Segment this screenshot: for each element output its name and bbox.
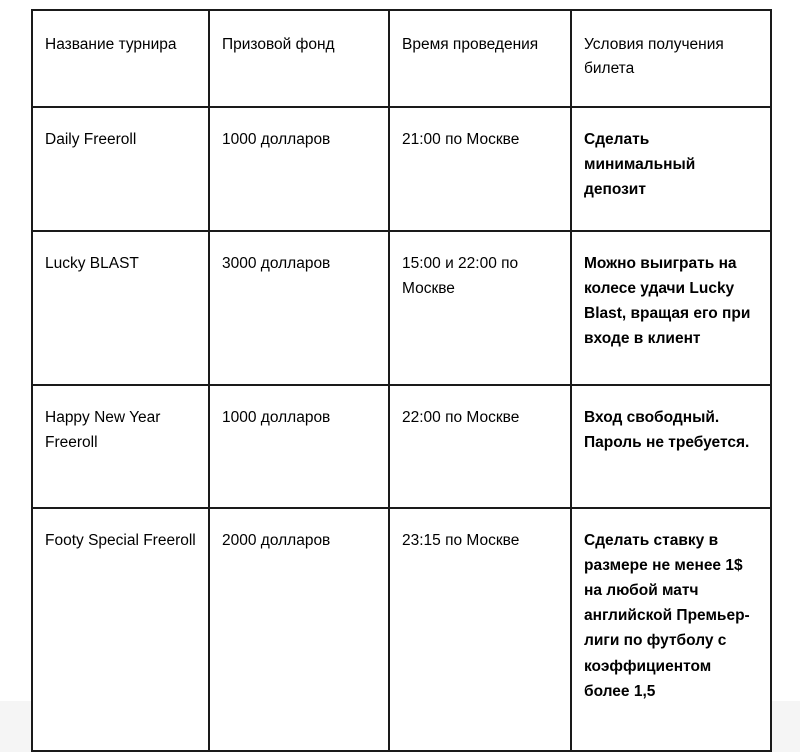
cell-time: 15:00 и 22:00 по Москве — [389, 231, 571, 385]
cell-ticket-conditions: Можно выиграть на колесе удачи Lucky Blast, вращая его при входе в клиент — [571, 231, 771, 385]
cell-time: 22:00 по Москве — [389, 385, 571, 508]
column-header-tournament-name: Название турнира — [32, 10, 209, 107]
cell-tournament-name: Lucky BLAST — [32, 231, 209, 385]
cell-time: 21:00 по Москве — [389, 107, 571, 231]
tournament-table — [31, 9, 772, 752]
cell-tournament-name: Footy Special Freeroll — [32, 508, 209, 751]
table-header-row — [32, 10, 771, 107]
table-row — [32, 107, 771, 231]
column-header-prize-fund: Призовой фонд — [209, 10, 389, 107]
cell-prize-fund: 2000 долларов — [209, 508, 389, 751]
cell-time: 23:15 по Москве — [389, 508, 571, 751]
cell-prize-fund: 3000 долларов — [209, 231, 389, 385]
table-header — [32, 10, 771, 107]
cell-ticket-conditions: Сделать ставку в размере не менее 1$ на любой матч английской Премьер-лиги по футболу с коэффициентом более 1,5 — [571, 508, 771, 751]
column-header-time: Время проведения — [389, 10, 571, 107]
cell-ticket-conditions: Вход свободный. Пароль не требуется. — [571, 385, 771, 508]
cell-tournament-name: Daily Freeroll — [32, 107, 209, 231]
cell-ticket-conditions: Сделать минимальный депозит — [571, 107, 771, 231]
table-row — [32, 385, 771, 508]
table-body — [32, 107, 771, 751]
table-row — [32, 231, 771, 385]
cell-tournament-name: Happy New Year Freeroll — [32, 385, 209, 508]
cell-prize-fund: 1000 долларов — [209, 107, 389, 231]
cell-prize-fund: 1000 долларов — [209, 385, 389, 508]
column-header-ticket-conditions: Условия получения билета — [571, 10, 771, 107]
